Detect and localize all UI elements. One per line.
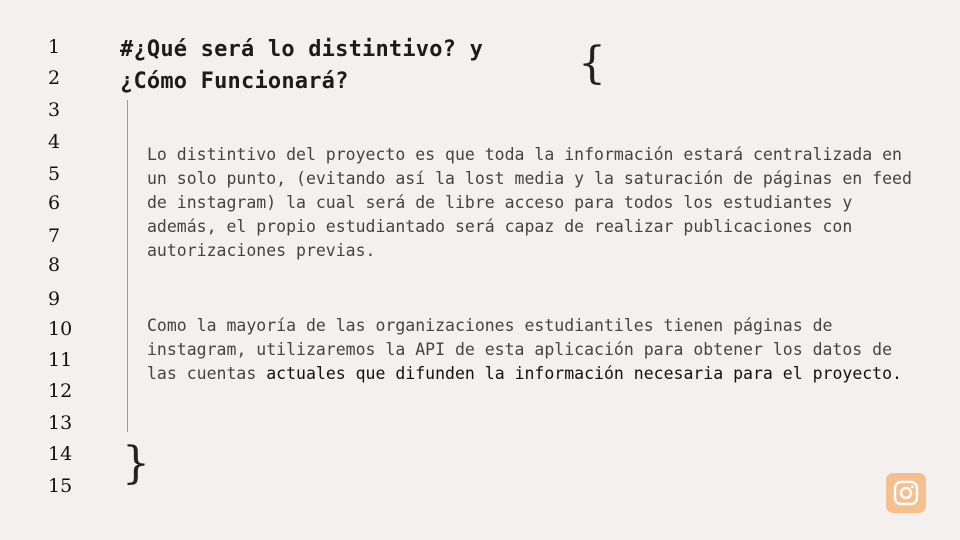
line-number: 13 (48, 412, 73, 434)
instagram-icon (886, 473, 926, 513)
line-number: 14 (48, 443, 73, 465)
line-number: 4 (48, 131, 61, 153)
paragraph-how-it-works (147, 314, 917, 386)
close-brace: } (122, 438, 150, 489)
line-number: 7 (48, 225, 61, 247)
line-number: 15 (48, 475, 73, 497)
line-number: 8 (48, 254, 61, 276)
line-number: 1 (48, 36, 61, 58)
paragraph-how-it-works-part2: actuales que difunden la información necesaria para el proyecto. (266, 364, 902, 383)
line-number: 10 (48, 318, 73, 340)
line-number: 11 (48, 349, 73, 371)
title-line-2: ¿Cómo Funcionará? (120, 69, 349, 94)
open-brace: { (578, 38, 606, 89)
paragraph-distinctive: Lo distintivo del proyecto es que toda la información estará centralizada en un solo punto, (evitando así la lost media y la saturación de páginas en feed de instagram) la cual será de libre acceso para todos los estudiantes y además, el propio estudiantado será capaz de realizar publicaciones con autorizaciones previas. (147, 145, 912, 260)
paragraph-how-it-works-part1: Como la mayoría de las organizaciones estudiantiles tienen páginas de instagram, utilizaremos la API de esta aplicación para obtener los datos de las cuentas (147, 316, 893, 383)
instagram-glyph (893, 480, 919, 506)
page-title (120, 34, 580, 98)
line-number: 9 (48, 288, 61, 310)
code-block-guide-line (127, 100, 128, 432)
line-number: 3 (48, 99, 61, 121)
line-number: 5 (48, 163, 61, 185)
line-number: 6 (48, 192, 61, 214)
title-line-1: #¿Qué será lo distintivo? y (120, 37, 484, 62)
line-number: 2 (48, 67, 61, 89)
line-number: 12 (48, 380, 73, 402)
